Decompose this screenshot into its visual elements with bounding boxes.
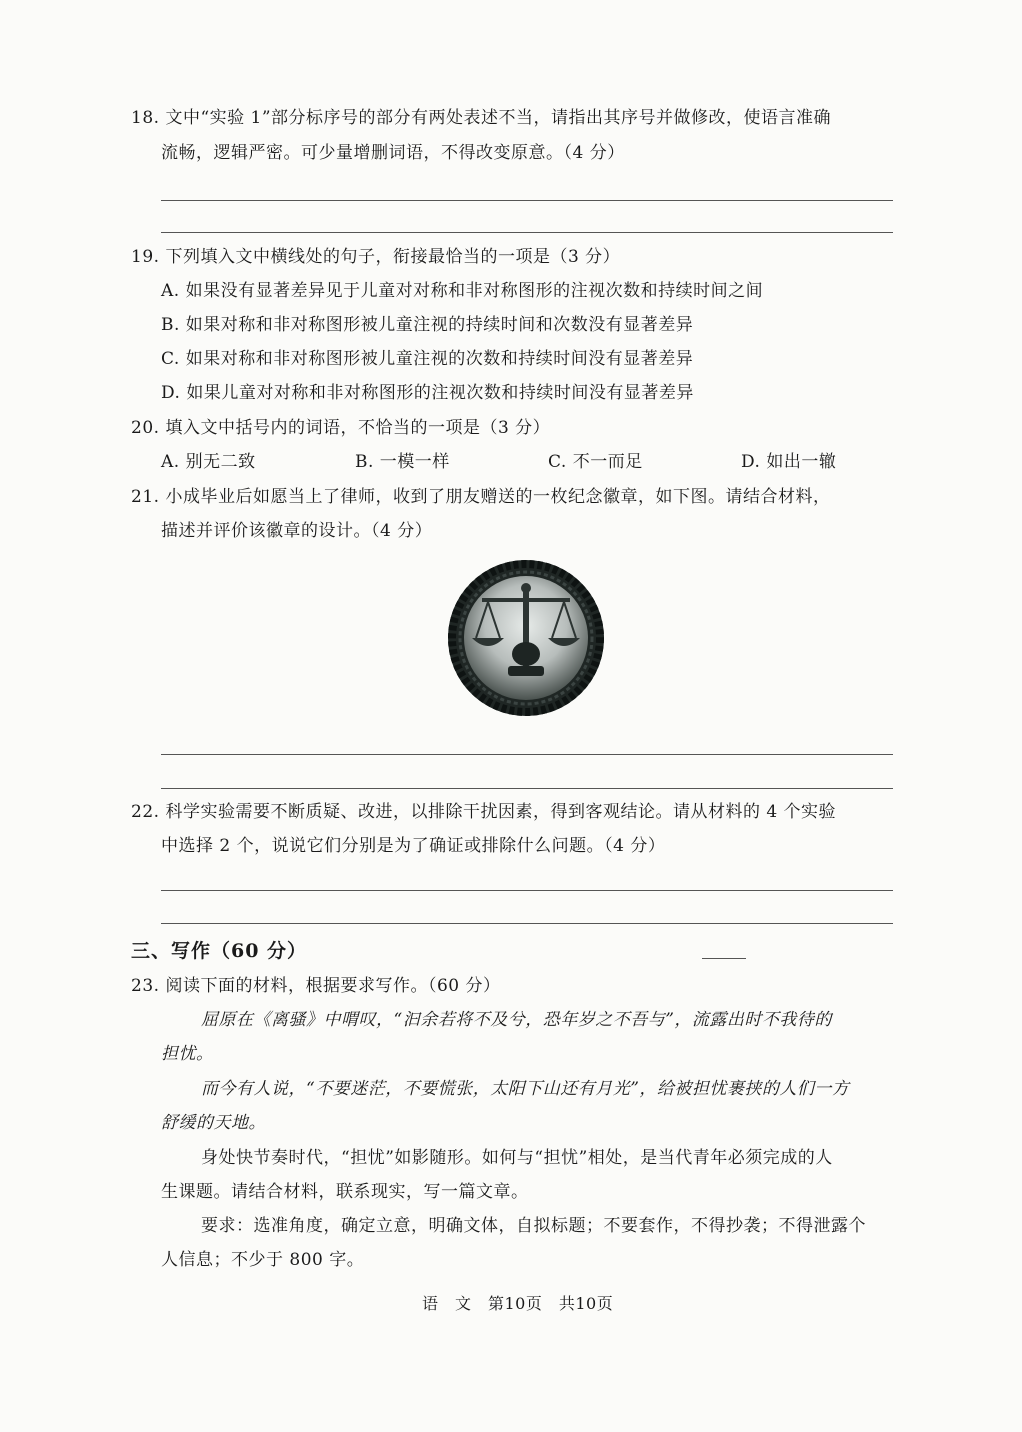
answer-line [161,788,893,789]
q23-material-p3a: 身处快节奏时代，“担忧”如影随形。如何与“担忧”相处，是当代青年必须完成的人 [201,1148,833,1168]
q19-option-a: A. 如果没有显著差异见于儿童对对称和非对称图形的注视次数和持续时间之间 [161,281,764,301]
page-footer: 语 文 第10页 共10页 [422,1294,614,1313]
q20-option-b: B. 一模一样 [355,452,450,472]
answer-line [161,890,893,891]
q20-option-d: D. 如出一辙 [741,452,837,472]
q23-requirement-a: 要求：选准角度，确定立意，明确文体，自拟标题；不要套作，不得抄袭；不得泄露个 [201,1216,866,1236]
q20-option-a: A. 别无二致 [161,452,256,472]
section-heading: 三、写作（60 分） [131,940,308,962]
answer-line [161,232,893,233]
q23-material-p3b: 生课题。请结合材料，联系现实，写一篇文章。 [161,1182,529,1202]
answer-line [161,754,893,755]
q23-material-p2a: 而今有人说，“不要迷茫，不要慌张，太阳下山还有月光”，给被担忧裹挟的人们一方 [201,1079,850,1099]
q22-line2: 中选择 2 个，说说它们分别是为了确证或排除什么问题。（4 分） [161,836,666,856]
q18-line2: 流畅，逻辑严密。可少量增删词语，不得改变原意。（4 分） [161,143,625,163]
q23-material-p1a: 屈原在《离骚》中喟叹，“汩余若将不及兮，恐年岁之不吾与”，流露出时不我待的 [201,1010,832,1030]
q19-option-b: B. 如果对称和非对称图形被儿童注视的持续时间和次数没有显著差异 [161,315,694,335]
answer-line [161,200,893,201]
q23-material-p1b: 担忧。 [161,1044,214,1064]
q19-option-c: C. 如果对称和非对称图形被儿童注视的次数和持续时间没有显著差异 [161,349,694,369]
q23-material-p2b: 舒缓的天地。 [161,1113,266,1133]
q20-stem: 20. 填入文中括号内的词语，不恰当的一项是（3 分） [131,418,551,438]
q19-option-d: D. 如果儿童对对称和非对称图形的注视次数和持续时间没有显著差异 [161,383,694,403]
q21-line1: 21. 小成毕业后如愿当上了律师，收到了朋友赠送的一枚纪念徽章，如下图。请结合材料， [131,487,831,507]
scales-of-justice-badge-icon [446,558,606,718]
answer-line [161,923,893,924]
short-line [702,958,746,959]
q20-option-c: C. 不一而足 [548,452,643,472]
q19-stem: 19. 下列填入文中横线处的句子，衔接最恰当的一项是（3 分） [131,247,621,267]
q23-requirement-b: 人信息；不少于 800 字。 [161,1250,365,1270]
q23-stem: 23. 阅读下面的材料，根据要求写作。（60 分） [131,976,501,996]
q22-line1: 22. 科学实验需要不断质疑、改进，以排除干扰因素，得到客观结论。请从材料的 4 个实验 [131,802,837,822]
q18-line1: 18. 文中“实验 1”部分标序号的部分有两处表述不当，请指出其序号并做修改，使语言准确 [131,108,832,128]
q21-line2: 描述并评价该徽章的设计。（4 分） [161,521,433,541]
